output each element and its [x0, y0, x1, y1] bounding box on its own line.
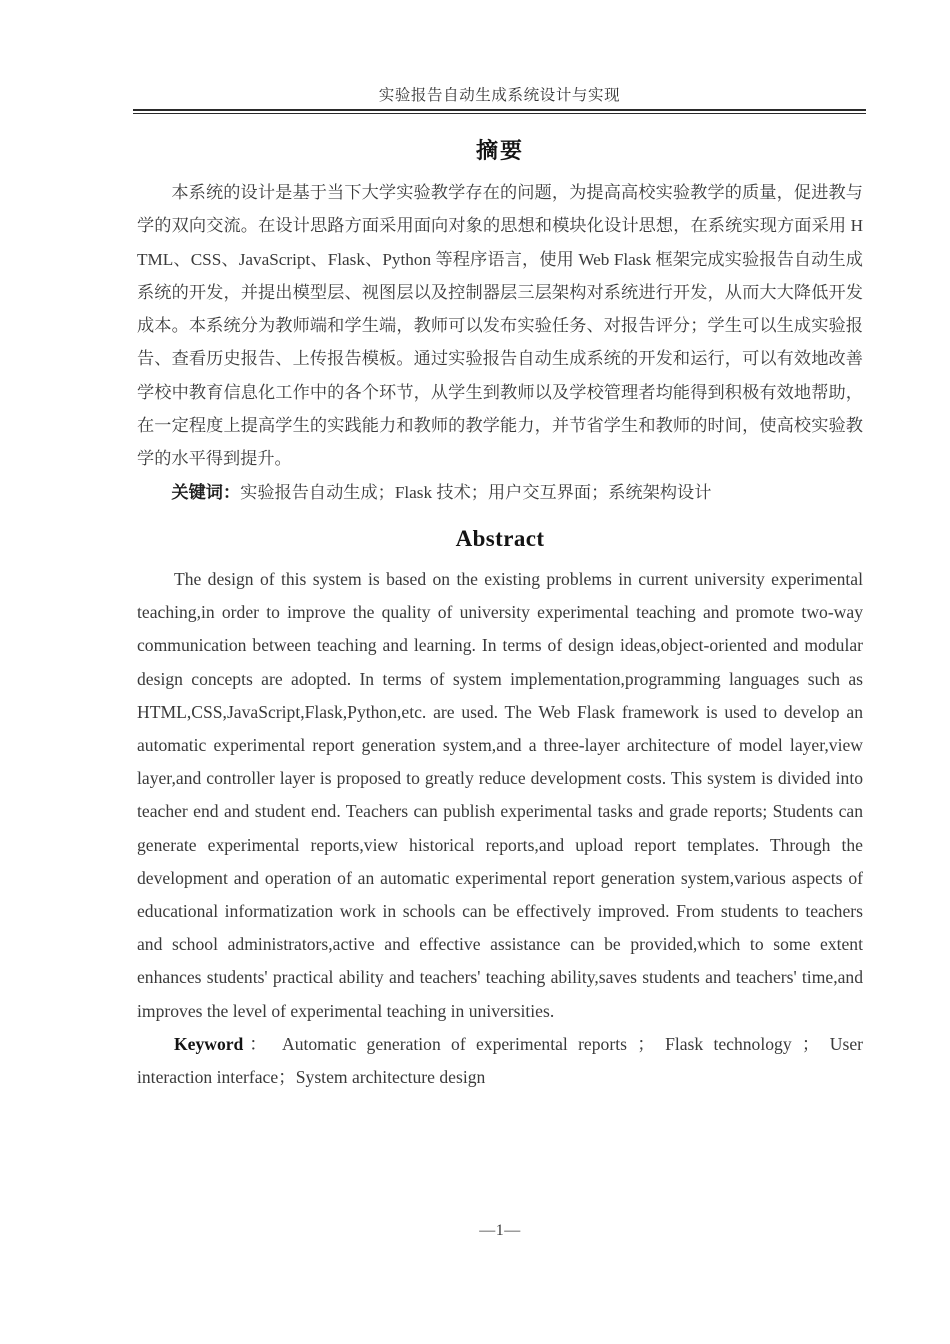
page-content	[137, 128, 863, 1094]
footer-page-number: —1—	[479, 1222, 521, 1239]
abstract-en-heading: Abstract	[455, 525, 545, 551]
keywords-cn-label: 关键词：	[171, 482, 241, 502]
running-header-title: 实验报告自动生成系统设计与实现	[378, 87, 621, 104]
keywords-en-line	[137, 1028, 863, 1094]
abstract-en-body: The design of this system is based on the existing problems in current university experimental teaching,in order to improve the quality of university experimental teaching and promote two-way communication between teaching and learning. In terms of design ideas,object-oriented and modular design concepts are adopted. In terms of system implementation,programming languages such as HTML,CSS,JavaScript,Flask,Python,etc. are used. The Web Flask framework is used to develop an automatic experimental report generation system,and a three-layer architecture of model layer,view layer,and controller layer is proposed to greatly reduce development costs. This system is divided into teacher end and student end. Teachers can publish experimental tasks and grade reports; Students can generate experimental reports,view historical reports,and upload report templates. Through the development and operation of an automatic experimental report generation system,various aspects of educational informatization work in schools can be effectively improved. From students to teachers and school administrators,active and effective assistance can be provided,which to some extent enhances students' practical ability and teachers' teaching ability,saves students and teachers' time,and improves the level of experimental teaching in universities.	[137, 568, 863, 1021]
keywords-en-label: Keyword	[173, 1033, 244, 1054]
page-footer	[137, 1222, 863, 1240]
abstract-cn-heading: 摘要	[475, 138, 524, 163]
keywords-cn-value: 实验报告自动生成；Flask 技术；用户交互界面；系统架构设计	[240, 482, 712, 502]
header-divider-rule	[133, 109, 866, 114]
abstract-cn-body: 本系统的设计是基于当下大学实验教学存在的问题，为提高高校实验教学的质量，促进教与学的双向交流。在设计思路方面采用面向对象的思想和模块化设计思想，在系统实现方面采用 HTML、CSS、JavaScript、Flask、Python 等程序语言，使用 Web Flask 框架完成实验报告自动生成系统的开发，并提出模型层、视图层以及控制器层三层架构对系统进行开发，从而大大降低开发成本。本系统分为教师端和学生端，教师可以发布实验任务、对报告评分；学生可以生成实验报告、查看历史报告、上传报告模板。通过实验报告自动生成系统的开发和运行，可以有效地改善学校中教育信息化工作中的各个环节，从学生到教师以及学校管理者均能得到积极有效地帮助，在一定程度上提高学生的实践能力和教师的教学能力，并节省学生和教师的时间，使高校实验教学的水平得到提升。	[137, 183, 863, 469]
keywords-en-value: ： Automatic generation of experimental reports ； Flask technology ； User interaction interface；System architecture design	[137, 1033, 863, 1088]
page-header	[133, 86, 866, 114]
keywords-cn-line	[137, 476, 863, 509]
